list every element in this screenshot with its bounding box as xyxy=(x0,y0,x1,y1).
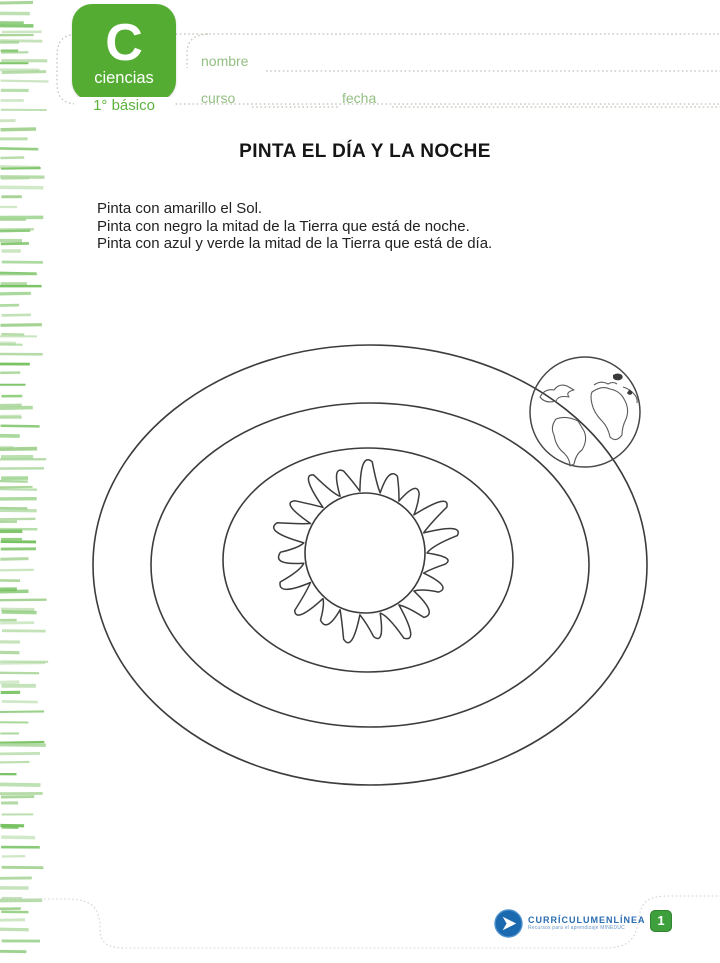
instruction-line: Pinta con azul y verde la mitad de la Tierra que está de día. xyxy=(97,235,493,252)
subject-badge-letter: C xyxy=(105,14,143,72)
brand-name: CURRÍCULUMENLÍNEA xyxy=(528,915,646,925)
subject-badge-label: ciencias xyxy=(94,69,154,87)
grade-label: 1° básico xyxy=(74,97,174,114)
name-label: nombre xyxy=(201,53,249,69)
play-icon xyxy=(494,909,523,938)
continent-europe xyxy=(594,382,617,385)
instruction-line: Pinta con amarillo el Sol. xyxy=(97,200,263,217)
continent-africa xyxy=(591,388,628,440)
earth-globe xyxy=(530,357,640,467)
continent-scandinavia-mark xyxy=(613,374,623,381)
continent-north-america xyxy=(540,385,574,402)
earth-outline xyxy=(530,357,640,467)
date-label: fecha xyxy=(342,90,377,106)
solar-diagram xyxy=(80,335,660,805)
subject-badge xyxy=(72,4,176,101)
worksheet-title: PINTA EL DÍA Y LA NOCHE xyxy=(239,141,491,162)
sun-circle xyxy=(305,493,425,613)
course-label: curso xyxy=(201,90,236,106)
scribble-border xyxy=(0,0,60,963)
instruction-line: Pinta con negro la mitad de la Tierra que está de noche. xyxy=(97,217,470,235)
instructions xyxy=(97,200,577,253)
brand-tagline: Recursos para el aprendizaje MINEDUC xyxy=(528,925,625,931)
brand-logo xyxy=(494,906,644,940)
page-number-badge: 1 xyxy=(650,910,672,932)
